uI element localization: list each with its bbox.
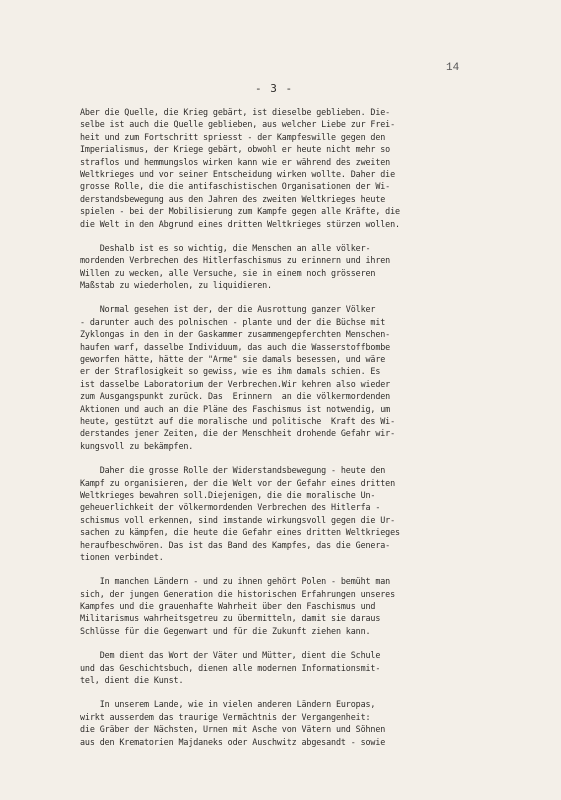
paragraph-1 — [80, 106, 484, 230]
text-line: Daher die grosse Rolle der Widerstandsbewegung - heute den — [80, 465, 386, 476]
text-line: kungsvoll zu bekämpfen. — [80, 440, 194, 451]
text-line: er der Straflosigkeit so gewiss, wie es ihm damals schien. Es — [80, 366, 381, 377]
text-line: und das Geschichtsbuch, dienen alle modernen Informationsmit- — [80, 662, 381, 673]
text-line: tel, dient die Kunst. — [80, 675, 184, 686]
text-line: heraufbeschwören. Das ist das Band des Kampfes, das die Genera- — [80, 539, 391, 550]
text-line: derstandes jener Zeiten, die der Menschheit drohende Gefahr wir- — [80, 428, 396, 439]
text-line: Weltkrieges und vor seiner Entscheidung wirken wollte. Daher die — [80, 168, 396, 179]
text-line: Maßstab zu wiederholen, zu liquidieren. — [80, 280, 272, 291]
text-line: ist dasselbe Laboratorium der Verbrechen.Wir kehren also wieder — [80, 378, 391, 389]
text-line: sich, der jungen Generation die historischen Erfahrungen unseres — [80, 588, 396, 599]
text-line: Aber die Quelle, die Krieg gebärt, ist dieselbe geblieben. Die- — [80, 107, 391, 117]
text-line: derstandsbewegung aus den Jahren des zweiten Weltkrieges heute — [80, 193, 386, 204]
text-line: aus den Krematorien Majdaneks oder Auschwitz abgesandt - sowie — [80, 736, 386, 747]
text-line: tionen verbindet. — [80, 551, 164, 562]
text-line: geworfen hätte, hätte der "Arme" sie damals besessen, und wäre — [80, 354, 386, 365]
paragraph-4 — [80, 464, 484, 563]
text-line: straflos und hemmungslos wirken kann wie er während des zweiten — [80, 156, 391, 167]
page-number: 14 — [446, 62, 460, 74]
text-line: Aktionen und auch an die Pläne des Faschismus ist notwendig, um — [80, 403, 391, 414]
text-line: Weltkrieges bewahren soll.Diejenigen, die die moralische Un- — [80, 489, 376, 500]
text-line: spielen - bei der Mobilisierung zum Kampfe gegen alle Kräfte, die — [80, 206, 400, 217]
text-line: die Welt in den Abgrund eines dritten Weltkrieges stürzen wollen. — [80, 218, 400, 229]
text-line: heute, gestützt auf die moralische und politische Kraft des Wi- — [80, 415, 396, 426]
text-line: In manchen Ländern - und zu ihnen gehört Polen - bemüht man — [80, 576, 391, 587]
paragraph-2 — [80, 242, 484, 292]
text-line: Schlüsse für die Gegenwart und für die Zukunft ziehen kann. — [80, 625, 371, 636]
text-line: Militarismus wahrheitsgetreu zu übermitteln, damit sie daraus — [80, 613, 381, 624]
text-line: Willen zu wecken, alle Versuche, sie in einem noch grösseren — [80, 267, 376, 278]
text-line: selbe ist auch die Quelle geblieben, aus welcher Liebe zur Frei- — [80, 119, 396, 130]
text-line: Kampfes und die grauenhafte Wahrheit über den Faschismus und — [80, 601, 376, 612]
text-line: geheuerlichkeit der völkermordenden Verbrechen des Hitlerfa - — [80, 502, 381, 513]
text-line: Kampf zu organisieren, der die Welt vor der Gefahr eines dritten — [80, 477, 396, 488]
text-line: wirkt ausserdem das traurige Vermächtnis der Vergangenheit: — [80, 711, 371, 722]
text-line: - darunter auch des polnischen - plante und der die Büchse mit — [80, 316, 386, 327]
text-line: Imperialismus, der Kriege gebärt, obwohl er heute nicht mehr so — [80, 144, 391, 155]
text-line: Normal gesehen ist der, der die Ausrottung ganzer Völker — [80, 304, 376, 315]
text-line: Deshalb ist es so wichtig, die Menschen an alle völker- — [80, 242, 371, 253]
text-line: In unserem Lande, wie in vielen anderen Ländern Europas, — [80, 699, 376, 710]
text-line: Zyklongas in den in der Gaskammer zusammengepferchten Menschen- — [80, 329, 391, 340]
text-line: schismus voll erkennen, sind imstande wirkungsvoll gegen die Ur- — [80, 514, 396, 525]
section-number: - 3 - — [255, 82, 294, 95]
text-line: heit und zum Fortschritt spriesst - der Kampfeswille gegen den — [80, 131, 386, 142]
text-line: grosse Rolle, die die antifaschistischen Organisationen der Wi- — [80, 181, 391, 192]
document-body — [80, 106, 484, 748]
text-line: mordenden Verbrechen des Hitlerfaschismus zu erinnern und ihren — [80, 255, 391, 266]
text-line: zum Ausgangspunkt zurück. Das Erinnern an die völkermordenden — [80, 391, 391, 402]
text-line: sachen zu kämpfen, die heute die Gefahr eines dritten Weltkrieges — [80, 527, 400, 538]
text-line: Dem dient das Wort der Väter und Mütter, dient die Schule — [80, 650, 381, 661]
paragraph-7 — [80, 698, 484, 748]
text-line: die Gräber der Nächsten, Urnen mit Asche von Vätern und Söhnen — [80, 724, 386, 735]
paragraph-5 — [80, 575, 484, 637]
paragraph-3 — [80, 303, 484, 452]
paragraph-6 — [80, 649, 484, 686]
text-line: haufen warf, dasselbe Individuum, das auch die Wasserstoffbombe — [80, 341, 391, 352]
